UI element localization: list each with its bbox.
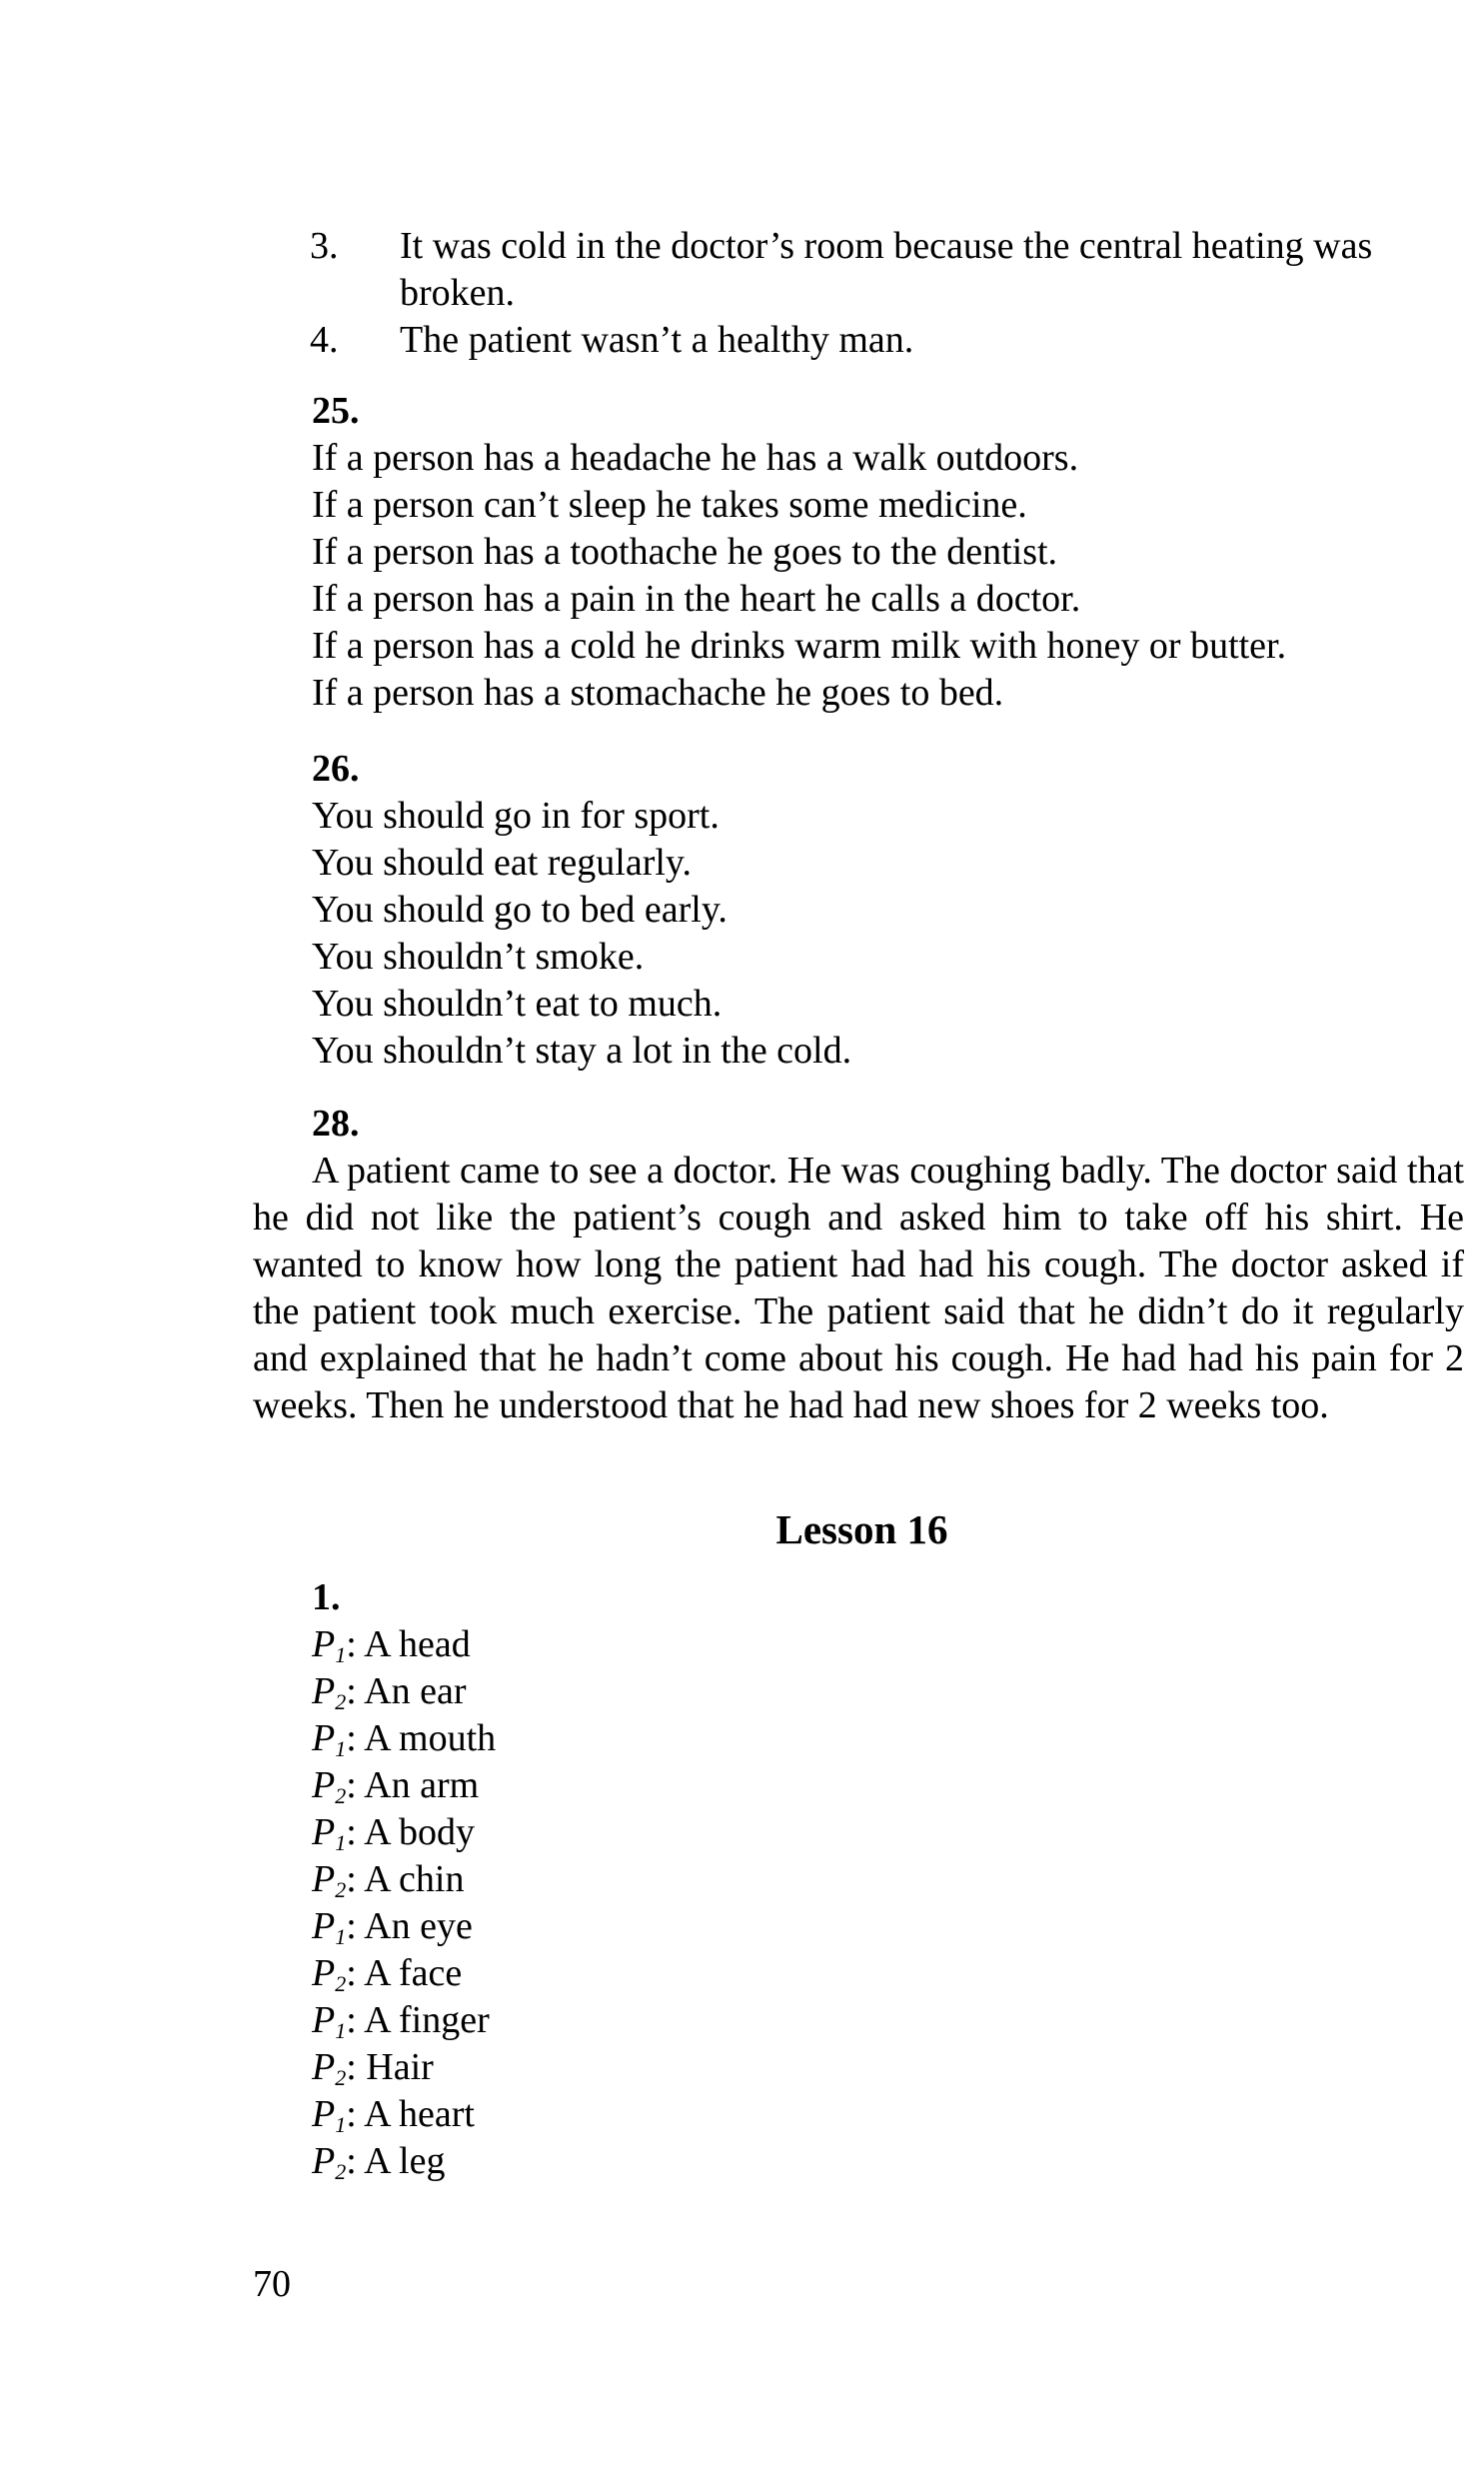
dialogue-text: : An arm xyxy=(346,1764,480,1806)
list-item xyxy=(310,317,1469,364)
numbered-list xyxy=(310,223,1469,364)
dialogue-line xyxy=(312,1997,1111,2044)
sentence: You should go to bed early. xyxy=(312,889,728,931)
dialogue-line xyxy=(312,1903,1111,1950)
item-text: It was cold in the doctor’s room because the central heating was broken. xyxy=(400,225,1373,314)
dialogue-line xyxy=(312,2138,1111,2185)
speaker-label: $P_1$ xyxy=(312,1811,347,1855)
dialogue-line xyxy=(312,1762,1111,1809)
exercise-heading: 28. xyxy=(312,1103,360,1145)
exercise-26 xyxy=(312,746,1461,1075)
sentence: If a person has a cold he drinks warm milk with honey or butter. xyxy=(312,625,1287,667)
dialogue-line xyxy=(312,1668,1111,1715)
sentence: If a person has a stomachache he goes to bed. xyxy=(312,672,1004,714)
sentence: If a person can’t sleep he takes some medicine. xyxy=(312,484,1027,526)
sentence: If a person has a headache he has a walk outdoors. xyxy=(312,437,1079,479)
speaker-label: $P_1$ xyxy=(312,1905,347,1949)
sentence: If a person has a toothache he goes to the dentist. xyxy=(312,531,1058,573)
dialogue-line xyxy=(312,1856,1111,1903)
speaker-label: $P_2$ xyxy=(312,1764,347,1808)
exercise-heading: 26. xyxy=(312,748,360,790)
dialogue-text: : An eye xyxy=(346,1905,473,1947)
sentence: You shouldn’t stay a lot in the cold. xyxy=(312,1030,852,1072)
dialogue-text: : Hair xyxy=(346,2046,434,2088)
dialogue-text: : A body xyxy=(346,1811,476,1853)
sentence: If a person has a pain in the heart he calls a doctor. xyxy=(312,578,1081,620)
dialogue-line xyxy=(312,1715,1111,1762)
dialogue-text: : An ear xyxy=(346,1670,467,1712)
speaker-label: $P_2$ xyxy=(312,2046,347,2090)
speaker-label: $P_1$ xyxy=(312,2093,347,2137)
exercise-25 xyxy=(312,388,1461,717)
exercise-heading: 25. xyxy=(312,390,360,432)
speaker-label: $P_2$ xyxy=(312,1858,347,1902)
item-number: 3. xyxy=(310,225,339,267)
item-number: 4. xyxy=(310,319,339,361)
dialogue-text: : A face xyxy=(346,1952,463,1994)
sentence: You should go in for sport. xyxy=(312,795,720,837)
speaker-label: $P_1$ xyxy=(312,1717,347,1761)
sentence: You should eat regularly. xyxy=(312,842,692,884)
dialogue-line xyxy=(312,2091,1111,2138)
dialogue-text: : A head xyxy=(346,1623,471,1665)
dialogue-line xyxy=(312,2044,1111,2091)
exercise-1-dialogue xyxy=(312,1574,1111,2185)
exercise-28-paragraph: A patient came to see a doctor. He was coughing badly. The doctor said that he did not like the patient’s cough and asked him to take off his shirt. He wanted to know how long the patient had had his cough. The doctor asked if the patient took much exercise. The patient said that he didn’t do it regularly and explained that he hadn’t come about his cough. He had had his pain for 2 weeks. Then he understood that he had had new shoes for 2 weeks too. xyxy=(253,1150,1464,1426)
dialogue-text: : A finger xyxy=(346,1999,490,2041)
page-number: 70 xyxy=(253,2263,291,2305)
dialogue-line xyxy=(312,1950,1111,1997)
sentence: You shouldn’t smoke. xyxy=(312,936,645,978)
exercise-28-heading-block xyxy=(312,1101,1461,1148)
list-item xyxy=(310,223,1469,317)
dialogue-text: : A mouth xyxy=(346,1717,497,1759)
item-text: The patient wasn’t a healthy man. xyxy=(400,319,914,361)
lesson-title: Lesson 16 xyxy=(775,1506,948,1552)
speaker-label: $P_2$ xyxy=(312,1670,347,1714)
speaker-label: $P_1$ xyxy=(312,1623,347,1667)
dialogue-text: : A leg xyxy=(346,2140,446,2182)
exercise-heading: 1. xyxy=(312,1576,341,1618)
speaker-label: $P_2$ xyxy=(312,2140,347,2184)
dialogue-text: : A heart xyxy=(346,2093,475,2135)
dialogue-text: : A chin xyxy=(346,1858,465,1900)
speaker-label: $P_1$ xyxy=(312,1999,347,2043)
sentence: You shouldn’t eat to much. xyxy=(312,983,723,1025)
dialogue-line xyxy=(312,1621,1111,1668)
dialogue-line xyxy=(312,1809,1111,1856)
speaker-label: $P_2$ xyxy=(312,1952,347,1996)
